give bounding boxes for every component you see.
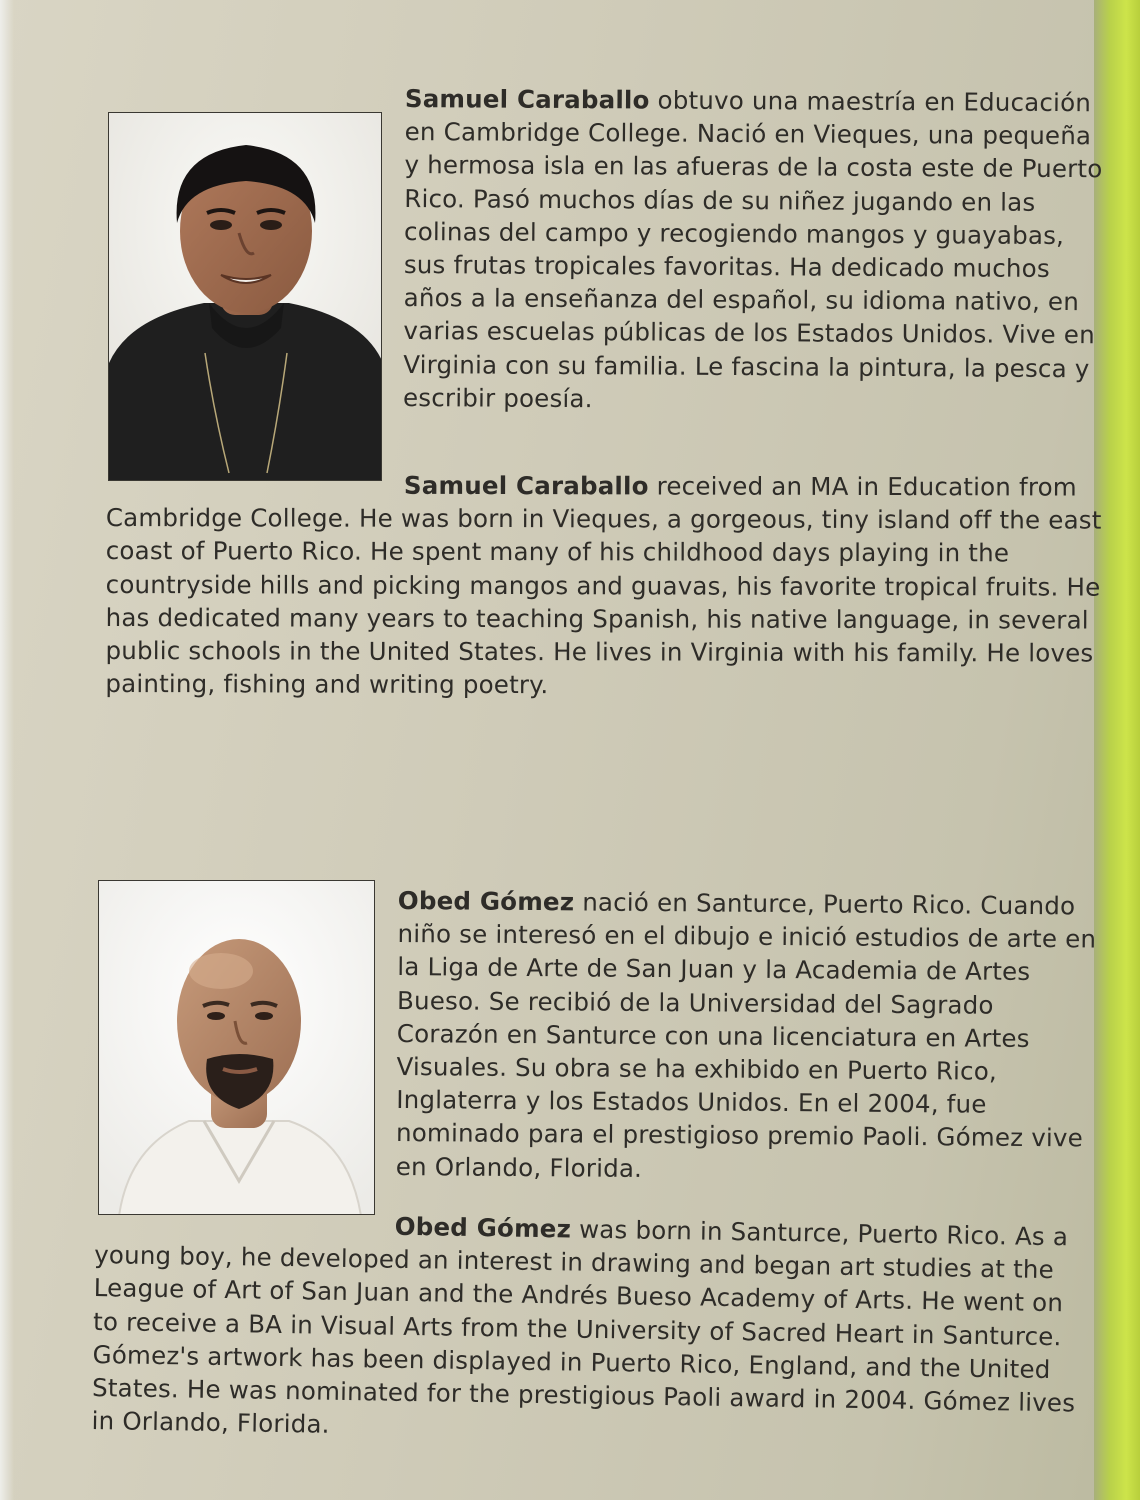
bio-text: received an MA in Education from Cambridge College. He was born in Vieques, a gorgeous, tiny island off the east coast of Puerto Rico. He spent many of his childhood days playing in the countryside hills and picking mangos and guavas, his favorite tropical fruits. He has dedicated many years to teaching Spanish, his native language, in several public schools in the United States. He lives in Virginia with his family. He loves painting, fishing and writing poetry.: [105, 471, 1102, 700]
author-photo-obed-gomez: [98, 880, 375, 1215]
bio-text: was born in Santurce, Puerto Rico. As a young boy, he developed an interest in drawing and began art studies at the League of Art of San Juan and the Andrés Bueso Academy of Arts. He went on to receive a BA in Visual Arts from the University of Sacred Heart in Santurce. Gómez's artwork has been displayed in Puerto Rico, England, and the United States. He was nominated for the prestigious Paoli award in 2004. Gómez lives in Orlando, Florida.: [91, 1214, 1076, 1439]
portrait-samuel-caraballo: [109, 113, 382, 481]
page-gutter-shadow: [0, 0, 14, 1500]
author-photo-samuel-caraballo: [108, 112, 382, 481]
author-name: Samuel Caraballo: [403, 470, 649, 501]
bio-obed-gomez-es: [396, 884, 1102, 1188]
bio-text: nació en Santurce, Puerto Rico. Cuando niño se interesó en el dibujo e inició estudios de arte en la Liga de Arte de San Juan y la Academia de Artes Bueso. Se recibió de la Universidad del Sagrado Corazón en Santurce con una licenciatura en Artes Visuales. Su obra se ha exhibido en Puerto Rico, Inglaterra y los Estados Unidos. En el 2004, fue nominado para el prestigioso premio Paoli. Gómez vive en Orlando, Florida.: [395, 887, 1097, 1183]
portrait-obed-gomez: [99, 881, 375, 1215]
author-name: Samuel Caraballo: [404, 83, 650, 115]
bio-obed-gomez-en: [91, 1205, 1095, 1453]
bio-samuel-caraballo-en: [105, 468, 1104, 703]
author-name: Obed Gómez: [397, 885, 575, 917]
bio-samuel-caraballo-es: [403, 82, 1110, 418]
author-name: Obed Gómez: [394, 1211, 572, 1244]
bio-text: obtuvo una maestría en Educación en Cambridge College. Nació en Vieques, una pequeña y hermosa isla en las afueras de la costa este de Puerto Rico. Pasó muchos días de su niñez jugando en las colinas del campo y recogiendo mangos y guayabas, sus frutas tropicales favoritas. Ha dedicado muchos años a la enseñanza del español, su idioma nativo, en varias escuelas públicas de los Estados Unidos. Vive en Virginia con su familia. Le fascina la pintura, la pesca y escribir poesía.: [402, 85, 1103, 413]
